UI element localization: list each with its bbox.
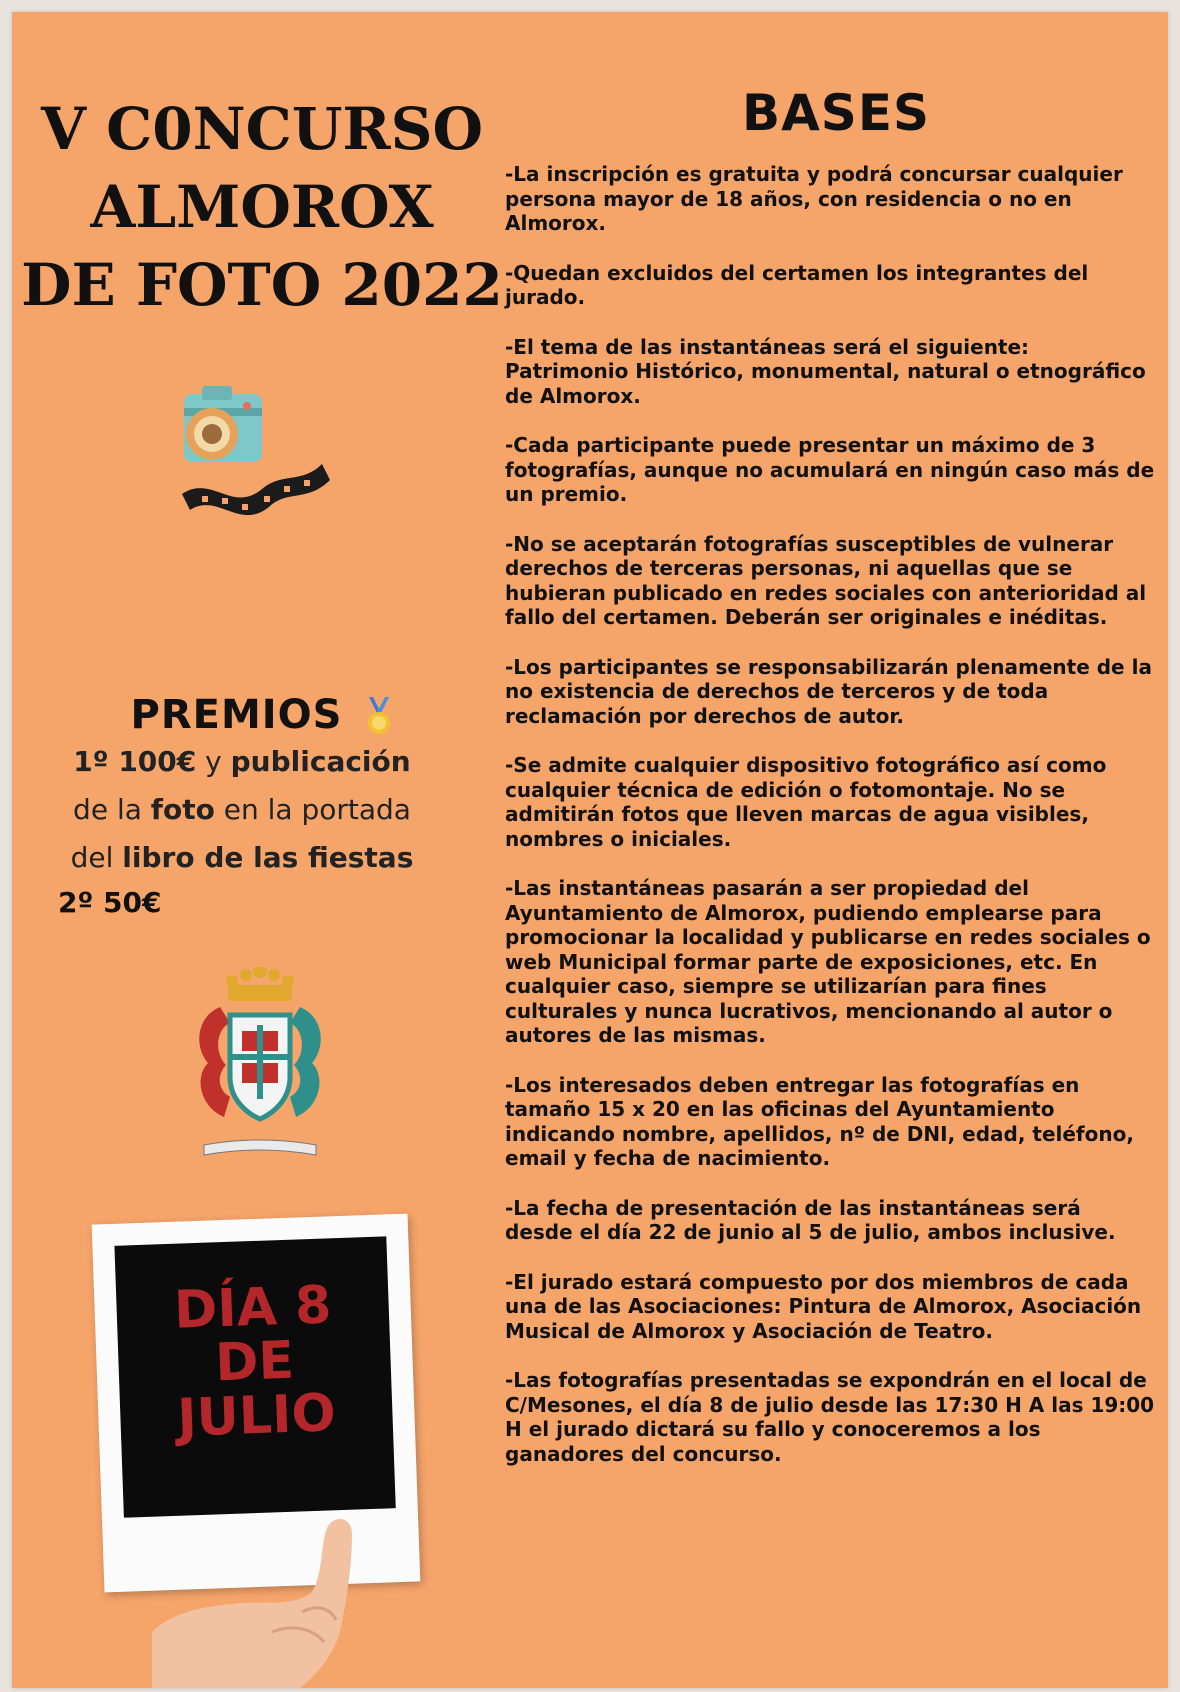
premios-heading-row — [82, 692, 442, 738]
rule-item: -Las fotografías presentadas se expondrán en el local de C/Mesones, el día 8 de julio desde las 17:30 H A las 19:00 H el jurado dictará su fallo y conoceremos a los ganadores del concurso. — [505, 1368, 1155, 1466]
rule-item: -No se aceptarán fotografías susceptibles de vulnerar derechos de terceras personas, ni aquellas que se hubieran publicado en redes sociales con anterioridad al fallo del certamen. Deberán ser originales e inéditas. — [505, 531, 1147, 629]
event-date-line-3: JULIO — [176, 1383, 337, 1449]
rule-item: -Cada participante puede presentar un máximo de 3 fotografías, aunque no acumulará en ningún caso más de un premio. — [505, 433, 1155, 506]
rule-item: -Los participantes se responsabilizarán plenamente de la no existencia de derechos de terceros y de toda reclamación por derechos de autor. — [505, 654, 1152, 728]
second-prize: 2º 50€ — [58, 886, 162, 919]
line2-b: foto — [150, 793, 215, 826]
rule-item: -La inscripción es gratuita y podrá concursar cualquier persona mayor de 18 años, con residencia o no en Almorox. — [505, 162, 1123, 235]
event-date-line-1: DÍA 8 — [173, 1275, 333, 1341]
first-prize-line-1 — [42, 738, 442, 786]
poster — [12, 12, 1168, 1688]
event-date — [116, 1276, 393, 1447]
premios-section — [42, 692, 442, 919]
rules-list — [505, 162, 1155, 1491]
bases-heading: BASES — [742, 84, 930, 142]
rule-item: -Las instantáneas pasarán a ser propiedad del Ayuntamiento de Almorox, pudiendo emplearse para promocionar la localidad y publicarse en redes sociales o web Municipal formar parte de exposiciones, etc. En cualquier caso, siempre se utilizarían para fines culturales y nunca lucrativos, mencionando al autor o autores de las mismas. — [505, 876, 1151, 1047]
title-line-3: DE FOTO 2022 — [21, 251, 503, 319]
premios-heading: PREMIOS — [130, 692, 343, 738]
line2-a: de la — [73, 793, 151, 826]
line3-b: libro de las fiestas — [122, 841, 414, 874]
title-line-1: V C0NCURSO — [40, 95, 484, 163]
contest-title — [12, 90, 512, 324]
line2-c: en la portada — [214, 793, 411, 826]
rule-item: -El tema de las instantáneas será el siguiente: Patrimonio Histórico, monumental, natural o etnográfico de Almorox. — [505, 334, 1146, 408]
medal-icon — [365, 697, 393, 737]
first-prize-amount: 1º 100€ — [73, 745, 197, 778]
rule-item: -El jurado estará compuesto por dos miembros de cada una de las Asociaciones: Pintura de Almorox, Asociación Musical de Almorox y Asociación de Teatro. — [505, 1269, 1142, 1343]
polaroid-image — [114, 1236, 395, 1517]
line3-a: del — [70, 841, 123, 874]
event-date-line-2: DE — [214, 1330, 295, 1394]
first-prize-and: y — [196, 745, 231, 778]
rule-item: -La fecha de presentación de las instantáneas será desde el día 22 de junio al 5 de julio, ambos inclusive. — [505, 1195, 1116, 1244]
coat-of-arms-icon — [190, 967, 330, 1167]
title-line-2: ALMOROX — [90, 173, 434, 241]
rule-item: -Los interesados deben entregar las fotografías en tamaño 15 x 20 en las oficinas del Ayuntamiento indicando nombre, apellidos, nº de DNI, edad, teléfono, email y fecha de nacimiento. — [505, 1072, 1134, 1170]
first-prize-publication: publicación — [230, 745, 411, 778]
first-prize-line-3 — [42, 834, 442, 882]
first-prize-line-2 — [42, 786, 442, 834]
rule-item: -Se admite cualquier dispositivo fotográfico así como cualquier técnica de edición o fotomontaje. No se admitirán fotos que lleven marcas de agua visibles, nombres o iniciales. — [505, 753, 1107, 851]
camera-film-icon — [162, 384, 342, 544]
hand-icon — [152, 1512, 372, 1688]
rule-item: -Quedan excluidos del certamen los integrantes del jurado. — [505, 260, 1089, 309]
